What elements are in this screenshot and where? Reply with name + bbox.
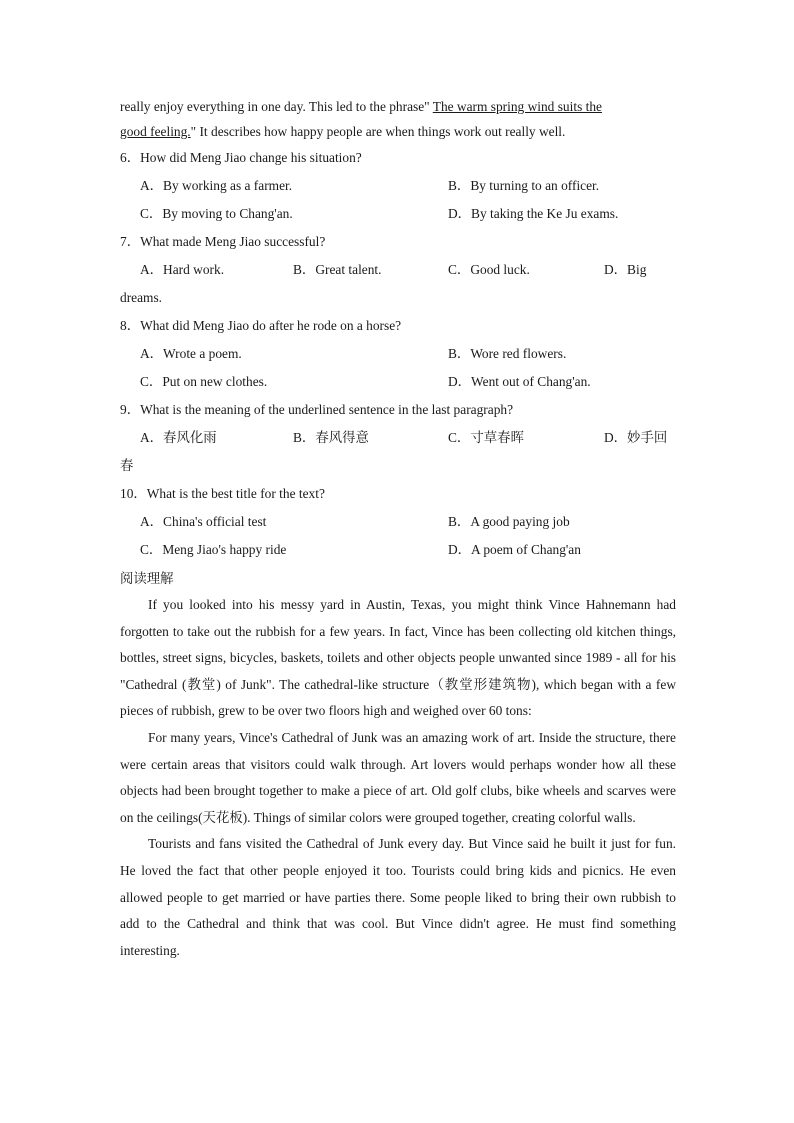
option-d[interactable]: D．妙手回 <box>604 430 668 445</box>
question-10 <box>120 480 676 564</box>
section-heading: 阅读理解 <box>120 571 174 586</box>
option-row <box>120 172 676 200</box>
intro-passage-tail <box>120 94 676 144</box>
question-7 <box>120 228 676 312</box>
option-d-wrap: 春 <box>120 458 134 473</box>
option-d[interactable]: D．Went out of Chang'an. <box>448 374 591 389</box>
underlined-sentence: The warm spring wind suits the <box>432 99 602 114</box>
intro-text: really enjoy everything in one day. This led to the phrase" <box>120 99 433 114</box>
option-row <box>120 340 676 368</box>
question-stem: 7．What made Meng Jiao successful? <box>120 234 326 249</box>
option-c[interactable]: C．寸草春晖 <box>448 430 524 445</box>
option-d-wrap: dreams. <box>120 290 163 305</box>
option-row <box>120 536 676 564</box>
option-row <box>120 368 676 396</box>
option-row <box>120 256 676 284</box>
option-c[interactable]: C．By moving to Chang'an. <box>140 206 293 221</box>
question-9 <box>120 396 676 480</box>
intro-line-1 <box>120 94 676 119</box>
option-a[interactable]: A．By working as a farmer. <box>140 178 293 193</box>
option-b[interactable]: B．春风得意 <box>293 430 369 445</box>
question-stem: 8．What did Meng Jiao do after he rode on a horse? <box>120 318 402 333</box>
option-row <box>120 424 676 452</box>
option-b[interactable]: B．Wore red flowers. <box>448 346 567 361</box>
reading-paragraph-2: For many years, Vince's Cathedral of Junk was an amazing work of art. Inside the structure, there were certain areas that visitors could walk through. Art lovers would perhaps wonder how all these objects had been brought together to make a piece of art. Old golf clubs, bike wheels and scarves were on the ceilings(天花板). Things of similar colors were grouped together, creating colorful walls. <box>120 729 676 825</box>
question-stem: 10．What is the best title for the text? <box>120 486 325 501</box>
intro-text: " It describes how happy people are when things work out really well. <box>190 124 566 139</box>
option-row <box>120 508 676 536</box>
option-c[interactable]: C．Good luck. <box>448 262 530 277</box>
option-row <box>120 200 676 228</box>
reading-paragraph-1: If you looked into his messy yard in Austin, Texas, you might think Vince Hahnemann had forgotten to take out the rubbish for a few years. In fact, Vince has been collecting old kitchen things, bottles, street signs, bicycles, baskets, toilets and other objects people unwanted since 1989 - all for his "Cathedral (教堂) of Junk". The cathedral-like structure（教堂形建筑物), which began with a few pieces of rubbish, grew to be over two floors high and weighed over 60 tons: <box>120 597 676 719</box>
reading-paragraph-3: Tourists and fans visited the Cathedral of Junk every day. But Vince said he built it just for fun. He loved the fact that other people enjoyed it too. Tourists could bring kids and picnics. He even allowed people to get married or have parties there. Some people liked to bring their own rubbish to add to the Cathedral and think that was cool. But Vince didn't agree. He must find something interesting. <box>120 836 676 958</box>
option-a[interactable]: A．Wrote a poem. <box>140 346 242 361</box>
option-b[interactable]: B．A good paying job <box>448 514 570 529</box>
option-a[interactable]: A．春风化雨 <box>140 430 217 445</box>
option-b[interactable]: B．By turning to an officer. <box>448 178 600 193</box>
question-stem: 9．What is the meaning of the underlined sentence in the last paragraph? <box>120 402 514 417</box>
option-d[interactable]: D．A poem of Chang'an <box>448 542 581 557</box>
option-c[interactable]: C．Meng Jiao's happy ride <box>140 542 287 557</box>
intro-line-2 <box>120 119 676 144</box>
question-stem: 6．How did Meng Jiao change his situation? <box>120 150 362 165</box>
question-6 <box>120 144 676 228</box>
option-d[interactable]: D．By taking the Ke Ju exams. <box>448 206 619 221</box>
question-8 <box>120 312 676 396</box>
option-c[interactable]: C．Put on new clothes. <box>140 374 268 389</box>
option-b[interactable]: B．Great talent. <box>293 262 382 277</box>
underlined-sentence: good feeling. <box>120 124 191 139</box>
document-page <box>120 94 676 964</box>
option-a[interactable]: A．China's official test <box>140 514 267 529</box>
option-d[interactable]: D．Big <box>604 262 647 277</box>
option-a[interactable]: A．Hard work. <box>140 262 225 277</box>
